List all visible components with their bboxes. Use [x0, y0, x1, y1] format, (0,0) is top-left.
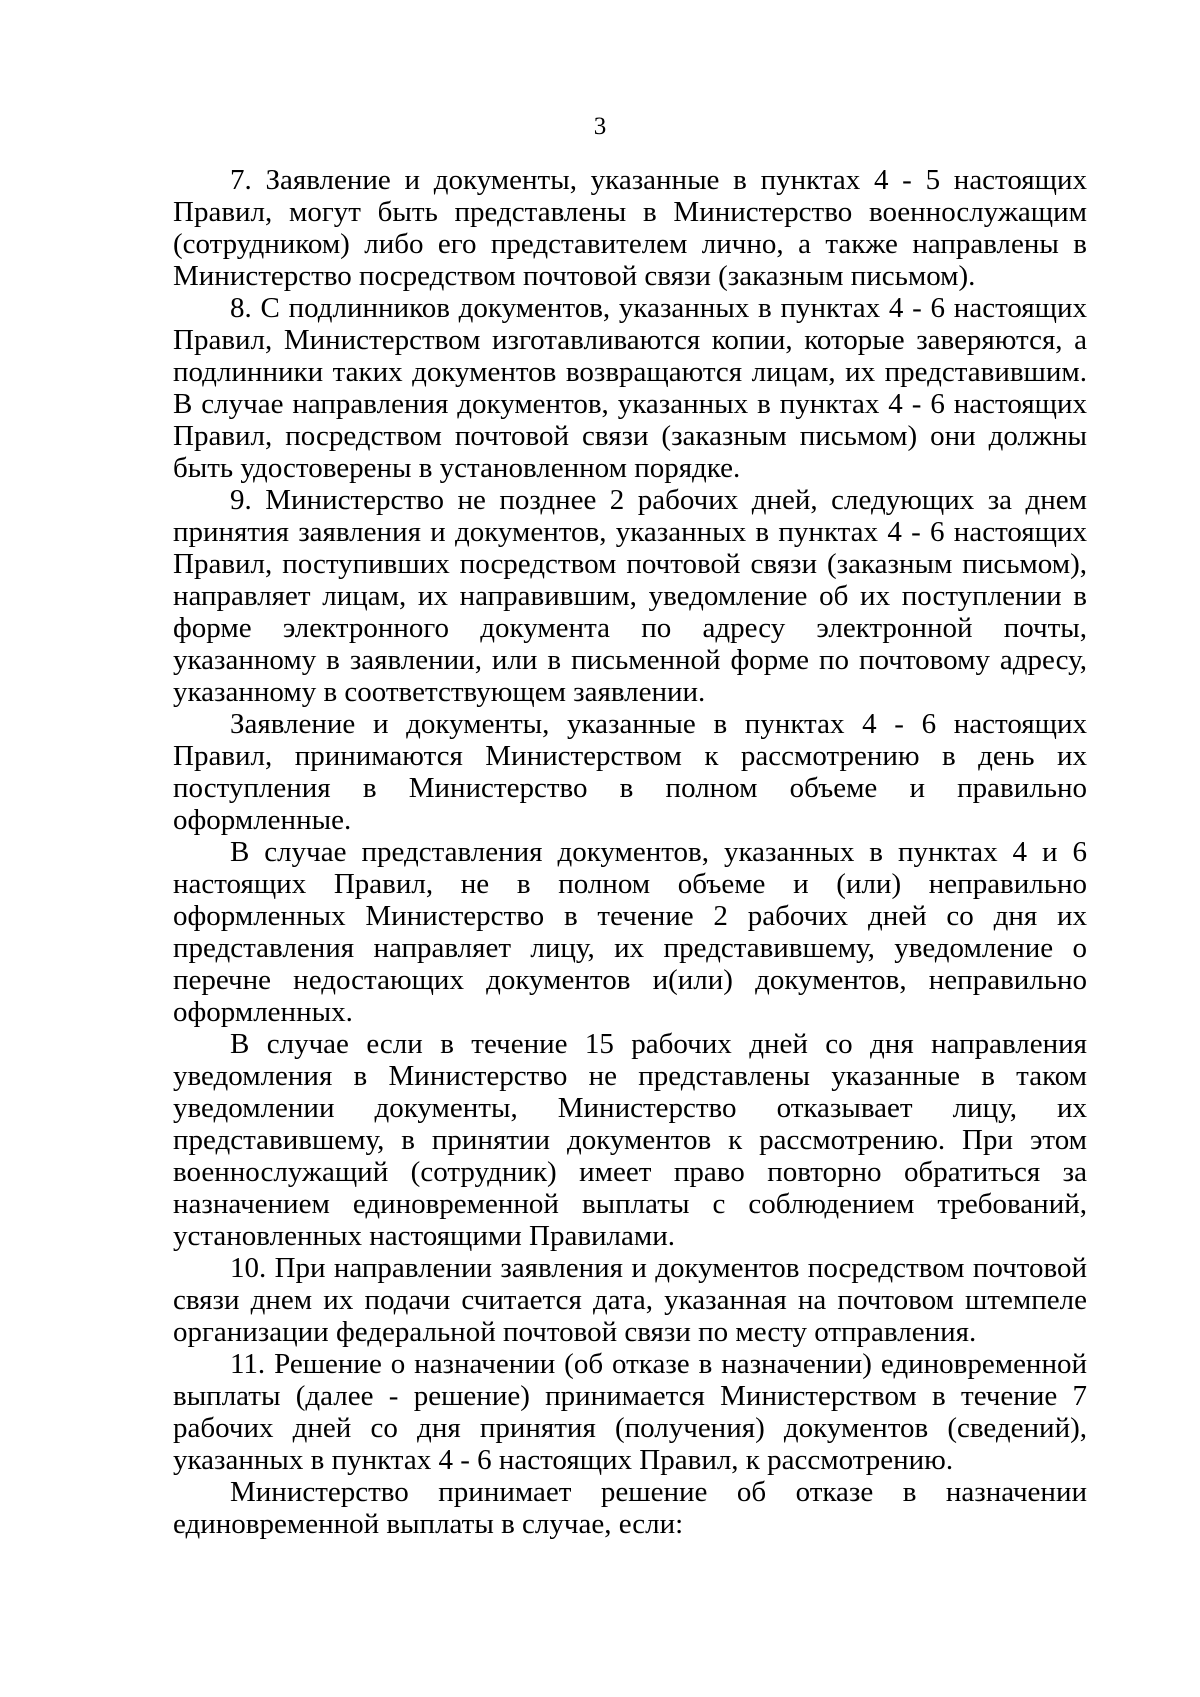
- paragraph-7: 7. Заявление и документы, указанные в пунктах 4 - 5 настоящих Правил, могут быть представлены в Министерство военнослужащим (сотрудником) либо его представителем лично, а также направлены в Министерство посредством почтовой связи (заказным письмом).: [173, 164, 1087, 292]
- paragraph-9-acceptance: Заявление и документы, указанные в пунктах 4 - 6 настоящих Правил, принимаются Министерством к рассмотрению в день их поступления в Министерство в полном объеме и правильно оформленные.: [173, 708, 1087, 836]
- paragraph-11-refusal-cases: Министерство принимает решение об отказе в назначении единовременной выплаты в случае, если:: [173, 1476, 1087, 1540]
- paragraph-9: 9. Министерство не позднее 2 рабочих дней, следующих за днем принятия заявления и документов, указанных в пунктах 4 - 6 настоящих Правил, поступивших посредством почтовой связи (заказным письмом), направляет лицам, их направившим, уведомление об их поступлении в форме электронного документа по адресу электронной почты, указанному в заявлении, или в письменной форме по почтовому адресу, указанному в соответствующем заявлении.: [173, 484, 1087, 708]
- paragraph-11: 11. Решение о назначении (об отказе в назначении) единовременной выплаты (далее - решение) принимается Министерством в течение 7 рабочих дней со дня принятия (получения) документов (сведений), указанных в пунктах 4 - 6 настоящих Правил, к рассмотрению.: [173, 1348, 1087, 1476]
- document-body: [173, 164, 1087, 1540]
- paragraph-8: 8. С подлинников документов, указанных в пунктах 4 - 6 настоящих Правил, Министерством изготавливаются копии, которые заверяются, а подлинники таких документов возвращаются лицам, их представившим. В случае направления документов, указанных в пунктах 4 - 6 настоящих Правил, посредством почтовой связи (заказным письмом) они должны быть удостоверены в установленном порядке.: [173, 292, 1087, 484]
- paragraph-9-incomplete: В случае представления документов, указанных в пунктах 4 и 6 настоящих Правил, не в полном объеме и (или) неправильно оформленных Министерство в течение 2 рабочих дней со дня их представления направляет лицу, их представившему, уведомление о перечне недостающих документов и(или) документов, неправильно оформленных.: [173, 836, 1087, 1028]
- paragraph-10: 10. При направлении заявления и документов посредством почтовой связи днем их подачи считается дата, указанная на почтовом штемпеле организации федеральной почтовой связи по месту отправления.: [173, 1252, 1087, 1348]
- page-number: 3: [593, 113, 607, 140]
- paragraph-9-refusal: В случае если в течение 15 рабочих дней со дня направления уведомления в Министерство не представлены указанные в таком уведомлении документы, Министерство отказывает лицу, их представившему, в принятии документов к рассмотрению. При этом военнослужащий (сотрудник) имеет право повторно обратиться за назначением единовременной выплаты с соблюдением требований, установленных настоящими Правилами.: [173, 1028, 1087, 1252]
